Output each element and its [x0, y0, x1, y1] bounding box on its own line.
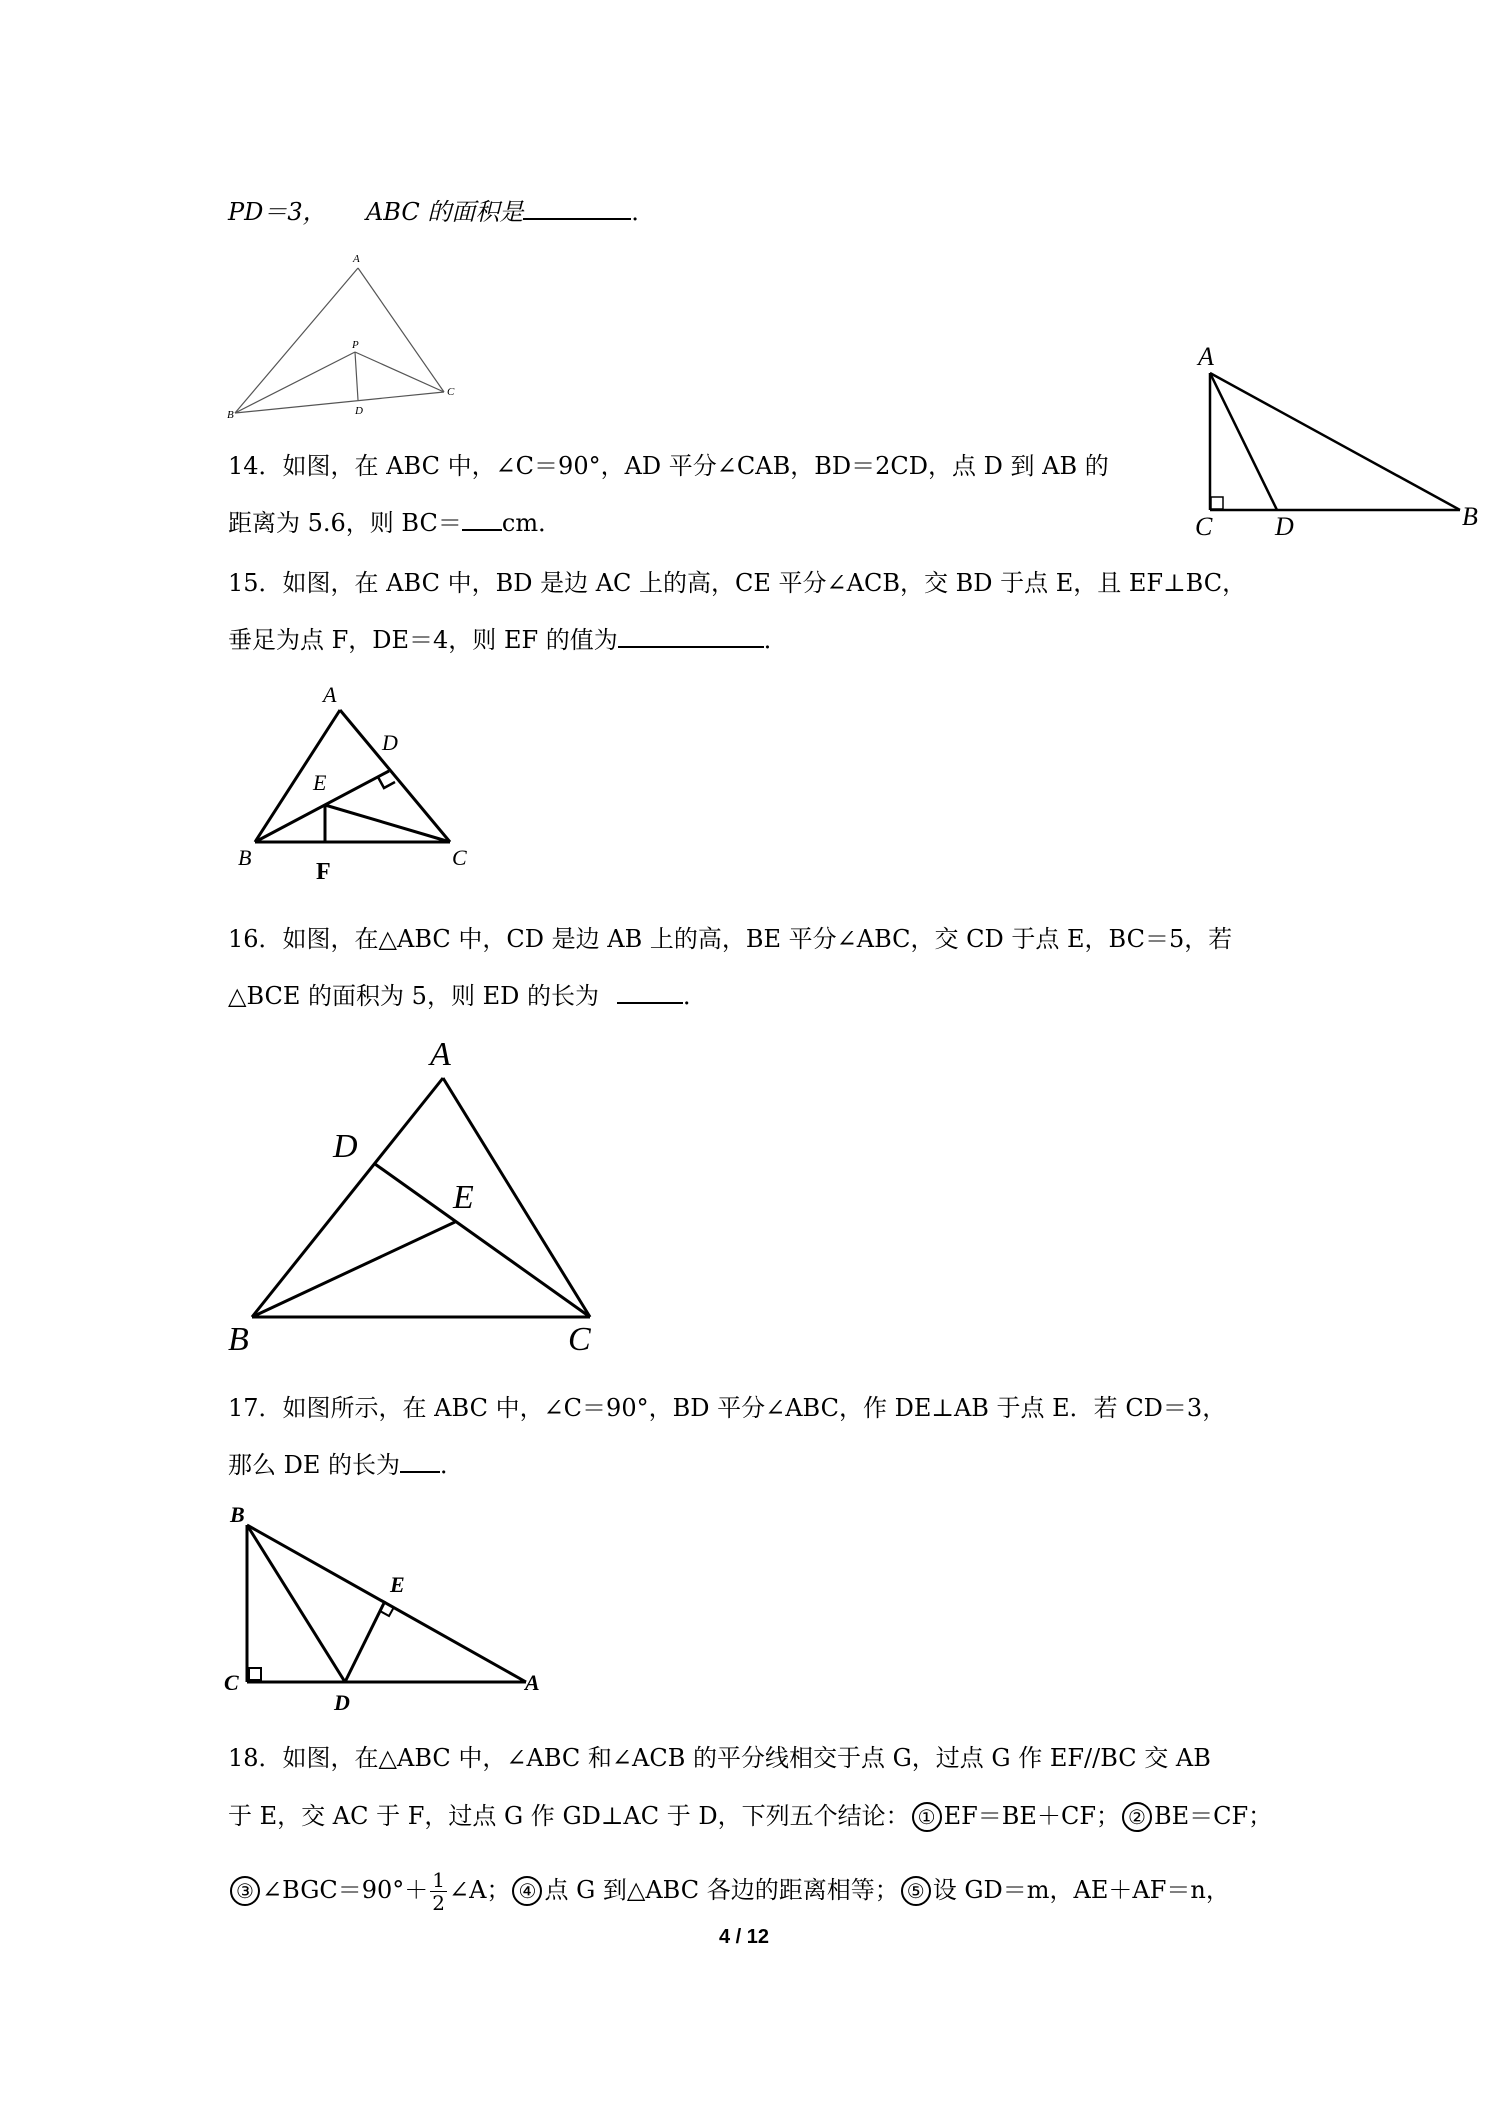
fig14-label-a: A	[1198, 342, 1214, 371]
fig17-label-b: B	[230, 1502, 245, 1527]
fig14-label-b: B	[1462, 502, 1478, 531]
q17-text-b: ．	[440, 1451, 465, 1479]
q15-line-1: 15．如图，在 ABC 中，BD 是边 AC 上的高，CE 平分∠ACB，交 BD 于点 E，且 EF⊥BC，	[228, 569, 1247, 597]
q15-text-a: 垂足为点 F，DE＝4，则 EF 的值为	[228, 626, 618, 654]
fig16-label-b: B	[228, 1321, 249, 1358]
figure-14	[1175, 335, 1485, 545]
fig17-right-angle-mark-c	[249, 1668, 261, 1680]
q13-text-b: ABC 的面积是	[365, 198, 524, 226]
fig13-label-d: D	[355, 405, 363, 417]
fig13-label-b: B	[227, 409, 234, 421]
q18-circle-1: ①	[912, 1802, 942, 1832]
figure-13	[225, 248, 465, 428]
q15-text-b: ．	[763, 626, 788, 654]
fig16-label-c: C	[568, 1321, 591, 1358]
fig17-label-c: C	[224, 1670, 239, 1695]
q18-frac-den: 2	[432, 1891, 445, 1915]
q15-answer-blank	[618, 646, 764, 648]
q16-line-2	[228, 980, 707, 1012]
q18-line2-c: BE＝CF；	[1153, 1802, 1273, 1830]
fig13-label-a: A	[353, 253, 360, 265]
fig17-label-e: E	[390, 1572, 405, 1597]
q16-line-1: 16．如图，在△ABC 中，CD 是边 AB 上的高，BE 平分∠ABC，交 CD 于点 E，BC＝5，若	[228, 925, 1233, 953]
q17-text-a: 那么 DE 的长为	[228, 1451, 401, 1479]
figure-17	[222, 1500, 552, 1720]
q18-line2-b: EF＝BE＋CF；	[943, 1802, 1120, 1830]
q16-answer-blank	[617, 1002, 683, 1004]
fig13-label-p: P	[352, 339, 359, 351]
fig16-label-a: A	[430, 1036, 451, 1073]
q13-line	[228, 196, 655, 228]
q18-circle-5: ⑤	[901, 1876, 931, 1906]
q15-line-2	[228, 624, 788, 656]
q18-line-2	[228, 1800, 1272, 1832]
q18-circle-3: ③	[230, 1876, 260, 1906]
fig13-label-c: C	[447, 386, 455, 398]
fig14-label-c: C	[1195, 512, 1213, 541]
q16-text-a: △BCE 的面积为 5，则 ED 的长为	[228, 982, 599, 1010]
q18-circle-4: ④	[512, 1876, 542, 1906]
fig15-label-d: D	[382, 730, 398, 755]
figure-16	[225, 1030, 615, 1360]
q18-fraction	[430, 1869, 447, 1914]
fig16-label-d: D	[333, 1128, 358, 1165]
fig16-label-e: E	[453, 1179, 474, 1216]
fig14-right-angle-mark	[1211, 497, 1223, 509]
q13-text-a: PD＝3，	[228, 198, 327, 226]
q18-frac-num: 1	[432, 1868, 445, 1892]
q13-end: ．	[631, 198, 656, 226]
q18-circle-2: ②	[1122, 1802, 1152, 1832]
q17-answer-blank	[400, 1471, 440, 1473]
page-number: 4 / 12	[718, 1926, 770, 1948]
q17-line-2	[228, 1449, 464, 1481]
q14-line-1: 14．如图，在 ABC 中，∠C＝90°，AD 平分∠CAB，BD＝2CD，点 D 到 AB 的	[228, 452, 1109, 480]
fig15-label-e: E	[313, 770, 327, 795]
q14-text-a: 距离为 5.6，则 BC＝	[228, 509, 462, 537]
q14-text-b: cm．	[501, 509, 563, 537]
fig15-label-c: C	[452, 845, 467, 870]
figure-15	[230, 680, 490, 890]
q16-text-b: ．	[682, 982, 707, 1010]
q18-line3-a: ∠BGC＝90°＋	[262, 1876, 429, 1904]
q18-line-1: 18．如图，在△ABC 中，∠ABC 和∠ACB 的平分线相交于点 G，过点 G 作 EF//BC 交 AB	[228, 1744, 1211, 1772]
fig15-label-b: B	[238, 845, 252, 870]
q18-line3-d: 设 GD＝m，AE＋AF＝n，	[932, 1876, 1230, 1904]
q18-line3-c: 点 G 到△ABC 各边的距离相等；	[544, 1876, 899, 1904]
q18-line-3	[228, 1860, 1230, 1920]
fig17-label-d: D	[334, 1690, 350, 1715]
q17-line-1: 17．如图所示，在 ABC 中，∠C＝90°，BD 平分∠ABC，作 DE⊥AB 于点 E．若 CD＝3，	[228, 1394, 1227, 1422]
q18-line2-a: 于 E，交 AC 于 F，过点 G 作 GD⊥AC 于 D，下列五个结论：	[228, 1802, 910, 1830]
q14-answer-blank	[462, 529, 502, 531]
fig15-right-angle-mark	[378, 777, 395, 788]
fig17-label-a: A	[525, 1670, 540, 1695]
q18-line3-b: ∠A；	[449, 1876, 511, 1904]
fig14-label-d: D	[1275, 512, 1294, 541]
q13-answer-blank	[523, 218, 631, 220]
fig15-label-f: F	[316, 859, 331, 885]
q14-line-2	[228, 507, 562, 539]
fig15-label-a: A	[323, 682, 337, 707]
